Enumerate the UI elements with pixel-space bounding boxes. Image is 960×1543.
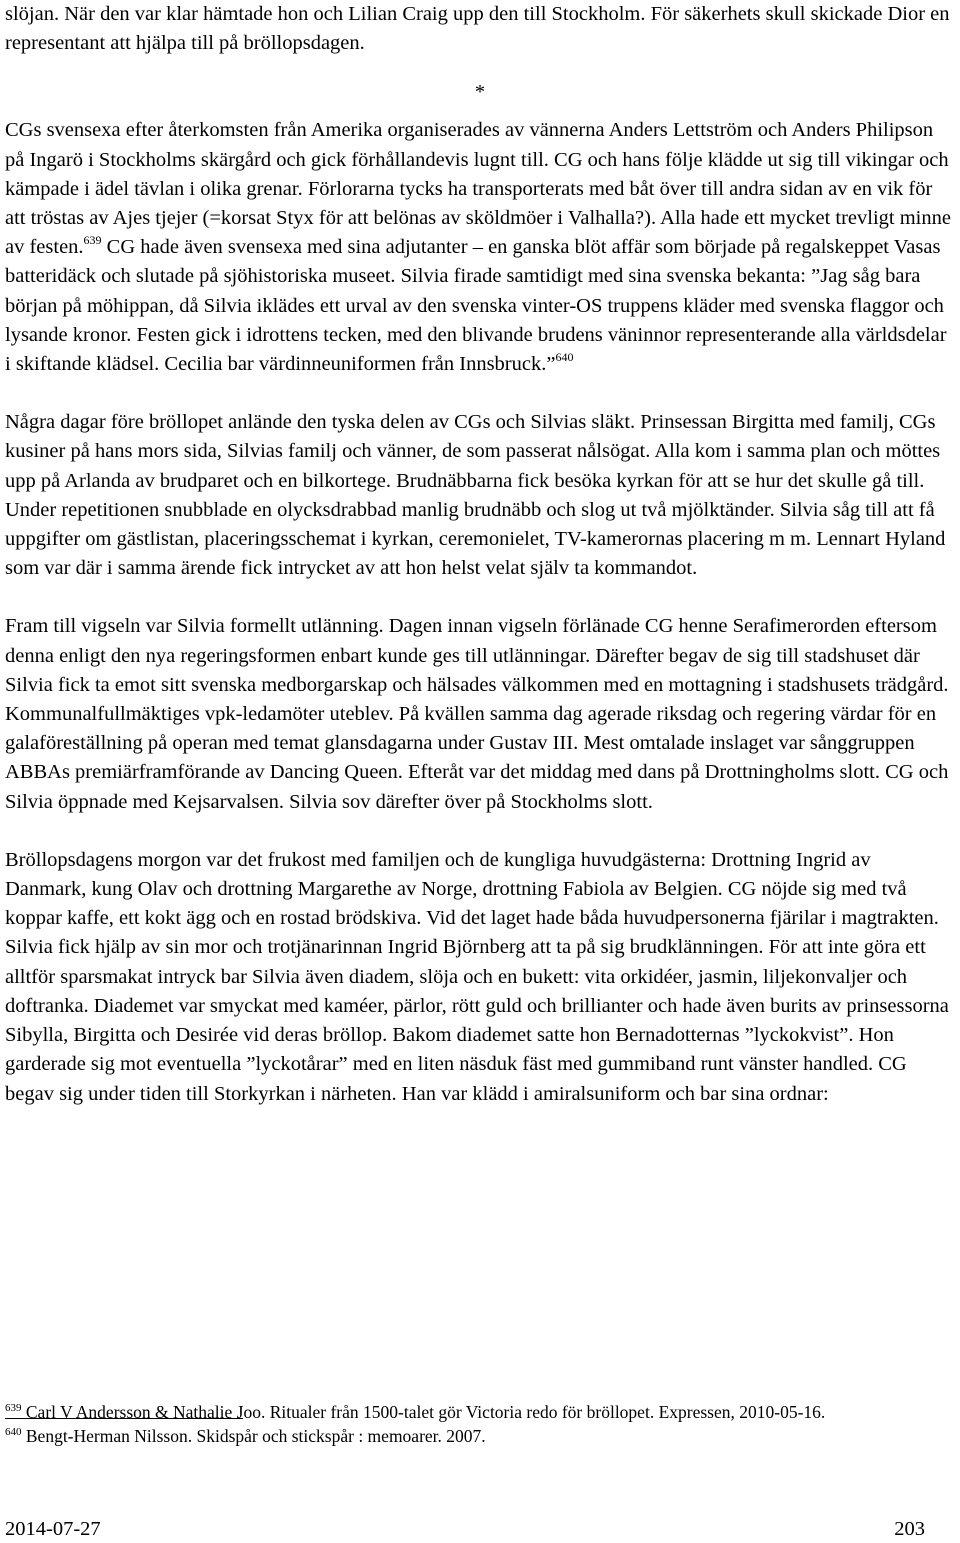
footnote-text: Bengt-Herman Nilsson. Skidspår och stickspår : memoarer. 2007. [21, 1426, 486, 1446]
footnotes [5, 1400, 955, 1448]
paragraph-svensexa-part2: CG hade även svensexa med sina adjutanter – en ganska blöt affär som började på regalskeppet Vasas batteridäck och slutade på sjöhistoriska museet. Silvia firade samtidigt med sina svenska bekanta: ”Jag såg bara början på möhippan, då Silvia iklädes ett urval av den svenska vinter-OS truppens kläder med svenska flaggor och lysande kronor. Festen gick i idrottens tecken, med den blivande brudens väninnor representerande alla världsdelar i skiftande klädsel. Cecilia bar värdinneuniformen från Innsbruck.” [5, 236, 947, 376]
footnote-number: 639 [5, 1402, 22, 1414]
footnote-number: 640 [5, 1426, 22, 1438]
paragraph-brollopsdag: Bröllopsdagens morgon var det frukost med familjen och de kungliga huvudgästerna: Drottning Ingrid av Danmark, kung Olav och drottning Margarethe av Norge, drottning Fabiola av Belgien. CG nöjde sig med två koppar kaffe, ett kokt ägg och en rostad brödskiva. Vid det laget hade båda huvudpersonerna fjärilar i magtrakten. Silvia fick hjälp av sin mor och trotjänarinnan Ingrid Björnberg att ta på sig brudklänningen. För att inte göra ett alltför sparsmakat intryck bar Silvia även diadem, slöja och en bukett: vita orkidéer, jasmin, liljekonvaljer och doftranka. Diademet var smyckat med kaméer, pärlor, rött guld och brillianter och hade även burits av prinsessorna Sibylla, Birgitta och Desirée vid deras bröllop. Bakom diademet satte hon Bernadotternas ”lyckokvist”. Hon garderade sig mot eventuella ”lyckotårar” med en liten näsduk fäst med gummiband runt vänster handled. CG begav sig under tiden till Storkyrkan i närheten. Han var klädd i amiralsuniform och bar sina ordnar: [5, 848, 949, 1105]
intro-paragraph: slöjan. När den var klar hämtade hon och Lilian Craig upp den till Stockholm. För säkerhets skull skickade Dior en representant att hjälpa till på bröllopsdagen. [5, 3, 950, 55]
paragraph-vigsel: Fram till vigseln var Silvia formellt utlänning. Dagen innan vigseln förlänade CG henne Serafimerorden eftersom denna enligt den nya regeringsformen enbart kunde ges till utlänningar. Därefter begav de sig till stadshuset där Silvia fick ta emot sitt svenska medborgarskap och hälsades välkommen med en mottagning i stadshusets trädgård. Kommunalfullmäktiges vpk-ledamöter uteblev. På kvällen samma dag agerade riksdag och regering värdar för en galaföreställning på operan med temat glansdagarna under Gustav III. Mest omtalade inslaget var sånggruppen ABBAs premiärframförande av Dancing Queen. Efteråt var det middag med dans på Drottningholms slott. CG och Silvia öppnade med Kejsarvalsen. Silvia sov därefter över på Stockholms slott. [5, 615, 949, 813]
paragraph-slakt: Några dagar före bröllopet anlände den tyska delen av CGs och Silvias släkt. Prinsessan Birgitta med familj, CGs kusiner på hans mors sida, Silvias familj och vänner, de som passerat nålsögat. Alla kom i samma plan och möttes upp på Arlanda av brudparet och en bilkortege. Brudnäbbarna fick besöka kyrkan för att se hur det skulle gå till. Under repetitionen snubblade en olycksdrabbad manlig brudnäbb och slog ut två mjölktänder. Silvia såg till att få uppgifter om gästlistan, placeringsschemat i kyrkan, ceremonielet, TV-kamerornas placering m m. Lennart Hyland som var där i samma ärende fick intrycket av att hon helst velat själv ta kommandot. [5, 411, 946, 580]
footnote-ref-639[interactable]: 639 [83, 233, 102, 248]
page-number: 203 [894, 1518, 925, 1540]
section-separator: * [474, 81, 486, 104]
footnote-640 [5, 1424, 955, 1448]
footnote-text: Carl V Andersson & Nathalie Joo. Ritualer från 1500-talet gör Victoria redo för bröllopet. Expressen, 2010-05-16. [21, 1402, 826, 1422]
footnote-639 [5, 1400, 955, 1424]
footnote-ref-640[interactable]: 640 [555, 350, 574, 365]
paragraph-svensexa-part1: CGs svensexa efter återkomsten från Amerika organiserades av vännerna Anders Lettström och Anders Philipson på Ingarö i Stockholms skärgård och gick förhållandevis lugnt till. CG och hans följe klädde ut sig till vikingar och kämpade i ädel tävlan i olika grenar. Förlorarna tycks ha transporterats med båt över till andra sidan av en vik för att tröstas av Ajes tjejer (=korsat Styx för att belönas av sköldmöer i Valhalla?). Alla hade ett mycket trevligt minne av festen. [5, 119, 951, 259]
footer-date: 2014-07-27 [5, 1518, 101, 1540]
paragraph-svensexa [5, 116, 955, 379]
document-page [5, 0, 955, 1109]
